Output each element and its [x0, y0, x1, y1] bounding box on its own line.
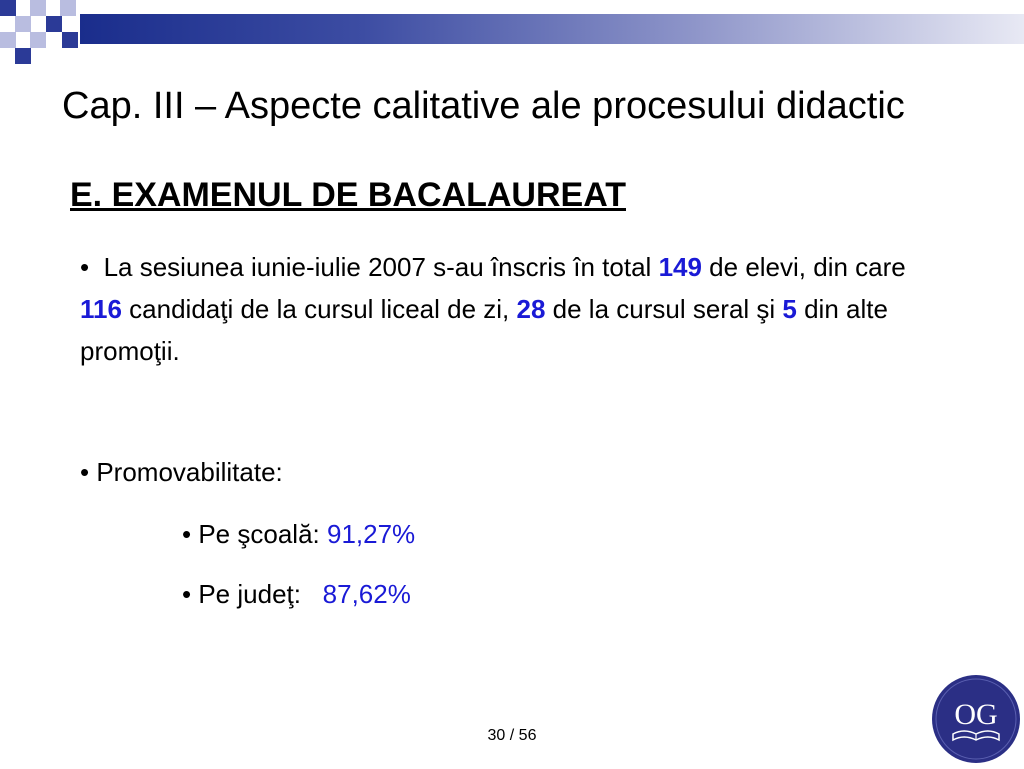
bullet: • [182, 519, 192, 549]
item-label: Pe judeţ: [198, 579, 323, 609]
item-label: Pe şcoală: [198, 519, 327, 549]
decor-square [60, 0, 76, 16]
para-text: candidaţi de la cursul liceal de zi, [121, 294, 517, 324]
item-value: 87,62% [322, 579, 411, 609]
decor-square [30, 0, 46, 16]
header-gradient-bar [80, 14, 1024, 44]
og-book-logo-icon [931, 674, 1021, 764]
decor-square [62, 32, 78, 48]
list-item [182, 574, 411, 614]
para-text: La sesiunea iunie-iulie 2007 s-au înscris în total [103, 252, 659, 282]
para-text: de elevi, din care [701, 252, 906, 282]
promovabilitate-heading [80, 452, 283, 492]
total-count: 149 [658, 252, 702, 282]
enrollment-paragraph [80, 246, 940, 372]
decor-square [15, 48, 31, 64]
liceal-count: 116 [80, 294, 122, 324]
para-text: din alte promoţii. [80, 294, 888, 366]
other-count: 5 [782, 294, 797, 324]
seral-count: 28 [516, 294, 546, 324]
list-item [182, 514, 415, 554]
decor-square [46, 16, 62, 32]
bullet: • [80, 252, 90, 282]
promovabilitate-label: Promovabilitate: [96, 457, 283, 487]
logo-text: OG [954, 698, 998, 731]
bullet: • [182, 579, 192, 609]
slide-title: Cap. III – Aspecte calitative ale procesului didactic [62, 85, 905, 127]
section-heading: E. EXAMENUL DE BACALAUREAT [70, 176, 626, 214]
decor-square [15, 16, 31, 32]
para-text: de la cursul seral şi [545, 294, 783, 324]
bullet: • [80, 457, 90, 487]
decor-square [30, 32, 46, 48]
item-value: 91,27% [326, 519, 416, 549]
page-indicator: 30 / 56 [487, 727, 537, 744]
decor-square [0, 0, 16, 16]
decor-square [0, 32, 16, 48]
